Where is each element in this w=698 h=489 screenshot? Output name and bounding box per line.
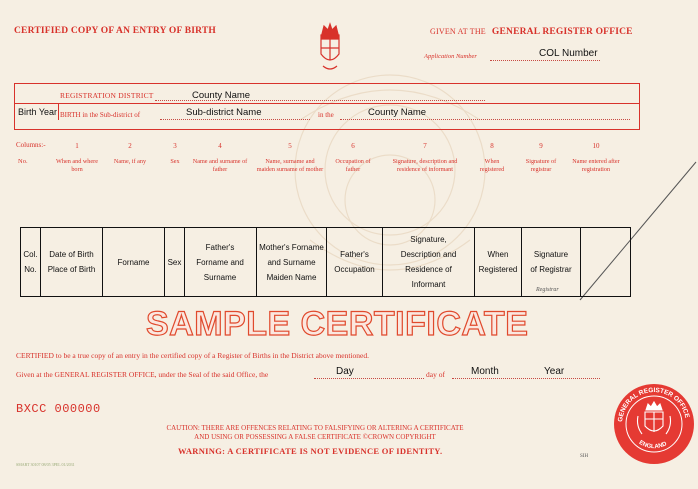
day-line: [314, 378, 424, 379]
col-head-8: When registered: [479, 158, 505, 173]
month-field: Month: [471, 366, 499, 377]
col-num-2: 2: [128, 142, 132, 150]
year-field: Year: [544, 366, 565, 377]
table-date-place-birth: Date of Birth Place of Birth: [47, 250, 96, 274]
seal-ring-text: GENERAL REGISTER OFFICE: [617, 386, 691, 423]
district-value: County Name: [192, 90, 251, 101]
col-head-4: Name and surname of father: [192, 158, 248, 173]
caution-line-1: CAUTION: THERE ARE OFFENCES RELATING TO FALSIFYING OR ALTERING A CERTIFICATE: [166, 424, 464, 432]
caution-line-2: AND USING OR POSSESSING A FALSE CERTIFICATE ©CROWN COPYRIGHT: [194, 433, 436, 441]
registration-district-label: REGISTRATION DISTRICT: [60, 91, 154, 100]
application-number-field: COL Number: [539, 48, 598, 59]
table-col-no: Col. No.: [23, 250, 38, 274]
given-at-prefix: GIVEN AT THE: [430, 27, 486, 36]
table-forname: Forname: [117, 257, 150, 267]
given-at-header: [430, 27, 633, 37]
col-head-6: Occupation of father: [335, 158, 371, 173]
col-num-8: 8: [490, 142, 494, 150]
table-sex: Sex: [167, 257, 182, 267]
table-registrar: Signature of Registrar: [530, 250, 572, 274]
given-statement: Given at the GENERAL REGISTER OFFICE, under the Seal of the said Office, the: [16, 370, 269, 379]
col-num-5: 5: [288, 142, 292, 150]
table-informant: Signature, Description and Residence of Informant: [400, 235, 457, 289]
columns-label: Columns:-: [16, 141, 46, 149]
day-of-label: day of: [426, 370, 445, 379]
application-label: Application Number: [424, 53, 477, 60]
col-num-10: 10: [592, 142, 600, 150]
royal-crest-icon: [318, 22, 342, 74]
certificate-title: CERTIFIED COPY OF AN ENTRY OF BIRTH: [14, 26, 216, 36]
table-father: Father's Forname and Surname: [196, 242, 244, 282]
col-num-4: 4: [218, 142, 222, 150]
office-title: GENERAL REGISTER OFFICE: [491, 27, 633, 37]
warning-notice: WARNING: A CERTIFICATE IS NOT EVIDENCE OF IDENTITY.: [178, 446, 443, 456]
col-head-2: Name, if any: [113, 158, 147, 165]
col-head-10: Name entered after registration: [572, 158, 620, 173]
subdistrict-line: [160, 119, 310, 120]
col-head-5: Name, surname and maiden surname of mother: [256, 158, 324, 173]
print-code: SMART 30107 08/05 3PEL 01/2031: [16, 462, 75, 467]
col-num-7: 7: [423, 142, 427, 150]
col-num-3: 3: [173, 142, 177, 150]
table-registered: When Registered: [478, 250, 518, 274]
col-num-9: 9: [539, 142, 543, 150]
county-line: [340, 119, 630, 120]
table-occupation: Father's Occupation: [334, 250, 375, 274]
col-head-3: Sex: [170, 158, 180, 165]
birth-year-field: Birth Year: [18, 107, 58, 117]
no-label: No.: [18, 158, 28, 165]
day-field: Day: [336, 366, 354, 377]
seal-bottom-text: ENGLAND: [637, 439, 668, 451]
col-num-1: 1: [75, 142, 79, 150]
col-num-6: 6: [351, 142, 355, 150]
serial-number: BXCC 000000: [16, 402, 101, 416]
official-seal-icon: [612, 382, 696, 466]
certified-statement: CERTIFIED to be a true copy of an entry in the certified copy of a Register of Births in the District above mentioned.: [16, 351, 369, 360]
table-mother: Mother's Forname and Surname Maiden Name: [259, 242, 324, 282]
month-year-line: [452, 378, 600, 379]
in-the-label: in the: [318, 111, 334, 119]
col-head-7: Signature, description and residence of informant: [392, 158, 458, 173]
subdistrict-value: Sub-district Name: [186, 107, 262, 118]
subdistrict-label: BIRTH in the Sub-district of: [60, 111, 141, 119]
registrar-small-label: Registrar: [536, 287, 559, 293]
sample-watermark: SAMPLE CERTIFICATE: [146, 305, 529, 343]
caution-notice: [150, 424, 480, 442]
birth-year-divider: [58, 103, 59, 120]
col-head-1: When and where born: [56, 158, 98, 173]
sih-mark: SIH: [580, 454, 589, 459]
col-head-9: Signature of registrar: [525, 158, 557, 173]
county-value: County Name: [368, 107, 427, 118]
registration-divider: [14, 103, 640, 104]
application-line: [490, 60, 600, 61]
